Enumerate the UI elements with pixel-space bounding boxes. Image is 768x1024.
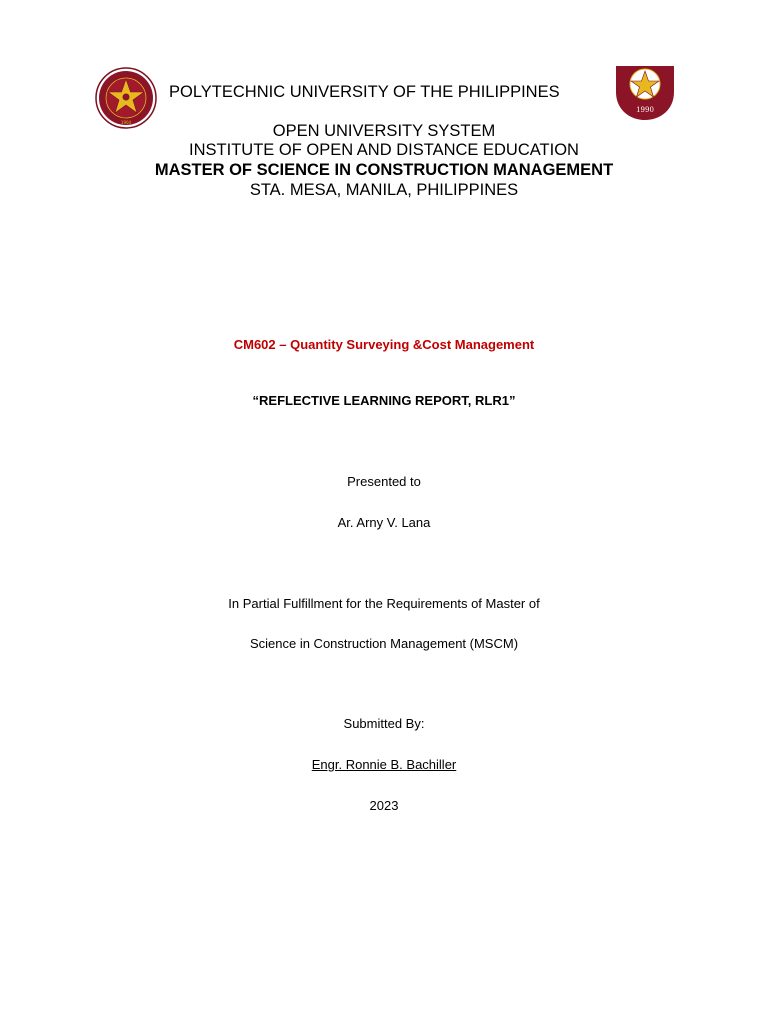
program-name: MASTER OF SCIENCE IN CONSTRUCTION MANAGEMENT: [154, 161, 614, 179]
right-shield-year: 1990: [636, 106, 654, 114]
fulfillment-line-2: Science in Construction Management (MSCM): [249, 636, 519, 651]
left-seal-year: 1904: [120, 120, 132, 125]
pup-seal-icon: [95, 67, 157, 129]
submitted-by-label: Submitted By:: [343, 716, 425, 731]
submitted-by-name: Engr. Ronnie B. Bachiller: [311, 757, 457, 772]
institute-name: INSTITUTE OF OPEN AND DISTANCE EDUCATION: [189, 141, 579, 159]
presented-to-name: Ar. Arny V. Lana: [337, 515, 431, 530]
presented-to-label: Presented to: [347, 474, 421, 489]
report-year: 2023: [369, 798, 399, 813]
system-name: OPEN UNIVERSITY SYSTEM: [272, 122, 496, 140]
report-title: “REFLECTIVE LEARNING REPORT, RLR1”: [252, 393, 516, 408]
university-name: POLYTECHNIC UNIVERSITY OF THE PHILIPPINES: [169, 83, 560, 101]
fulfillment-line-1: In Partial Fulfillment for the Requirements of Master of: [228, 596, 540, 611]
course-title: CM602 – Quantity Surveying &Cost Management: [233, 337, 535, 352]
ou-shield-icon: [614, 62, 676, 122]
submitted-by-name-wrap: [0, 757, 768, 772]
location: STA. MESA, MANILA, PHILIPPINES: [249, 181, 519, 199]
